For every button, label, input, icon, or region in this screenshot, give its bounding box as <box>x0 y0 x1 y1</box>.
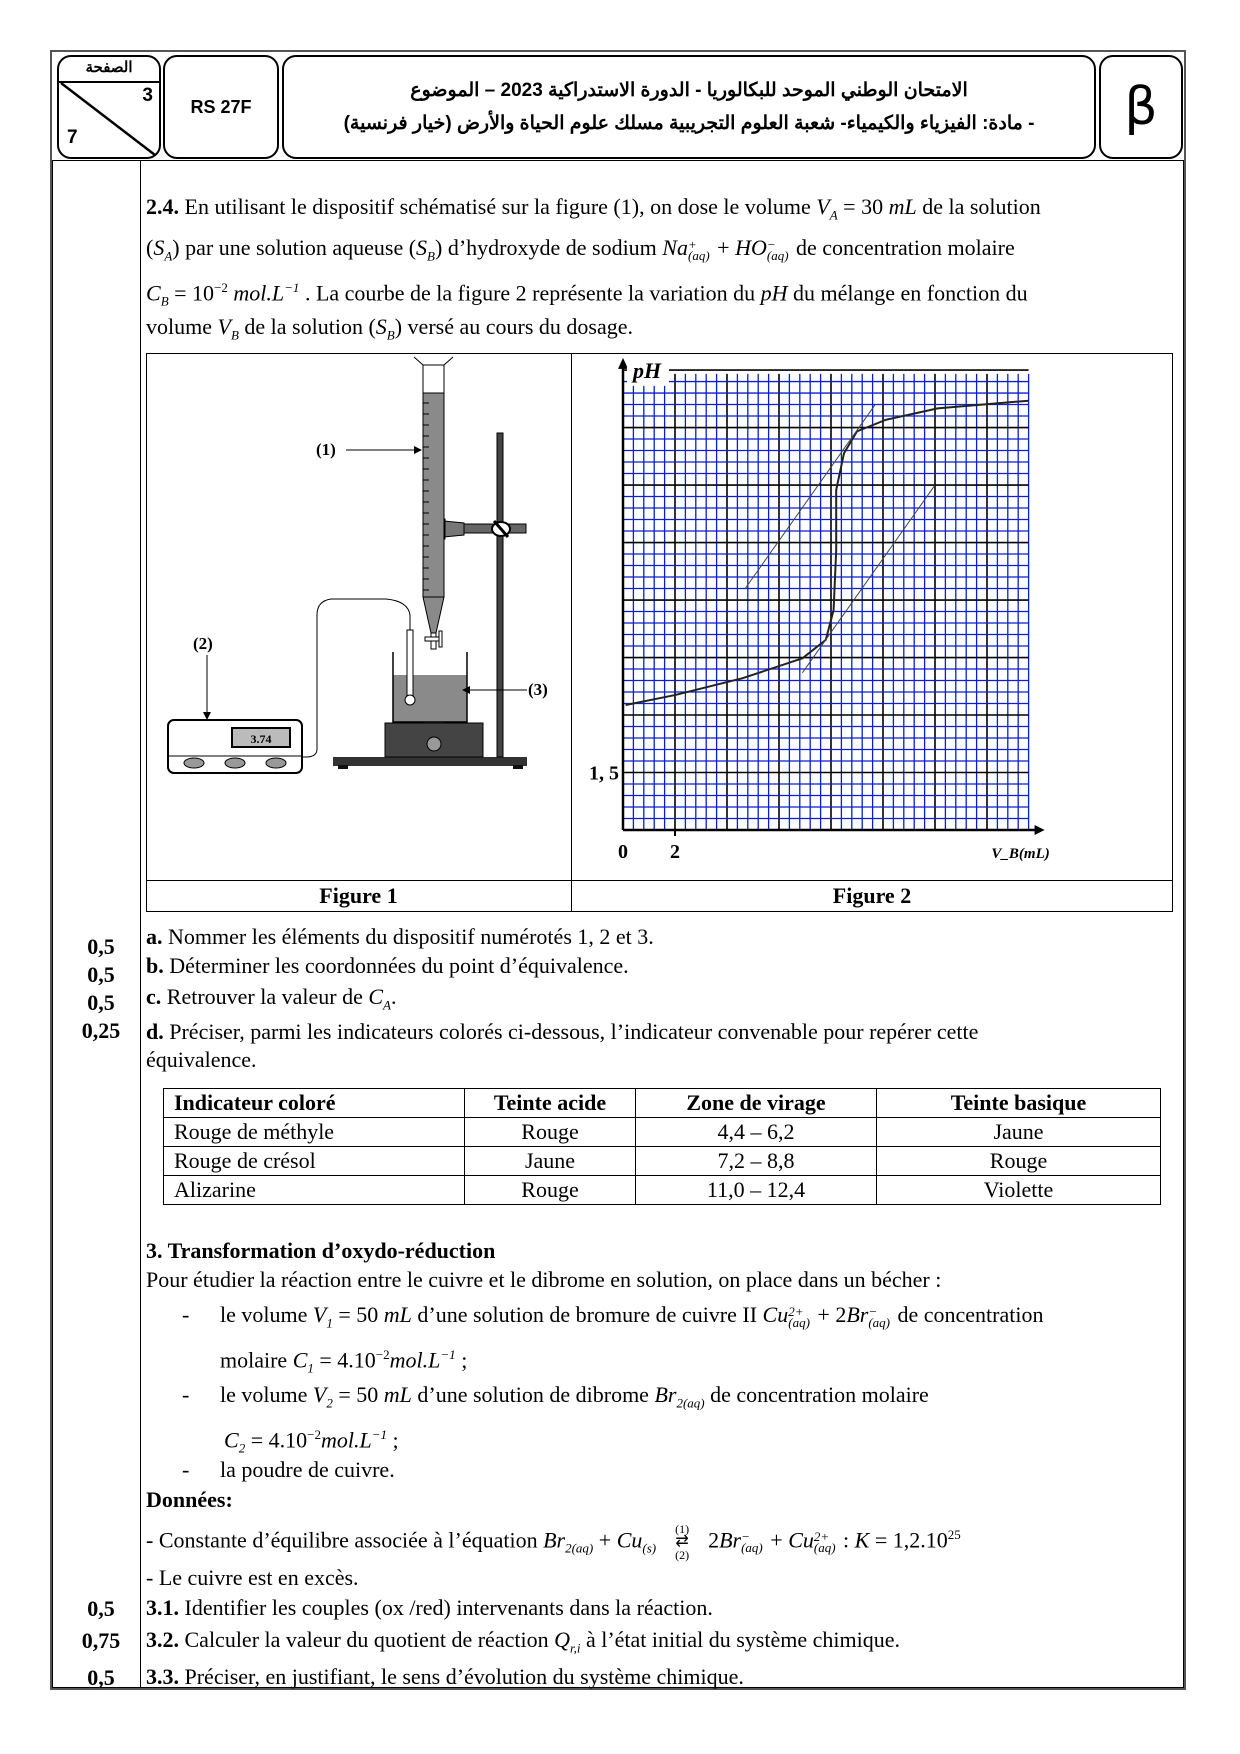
superscript: 25 <box>947 1527 961 1542</box>
text-segment: ) par une solution aqueuse ( <box>172 235 417 260</box>
cell: 4,4 – 6,2 <box>636 1118 877 1147</box>
superscript: −1 <box>371 1427 387 1442</box>
meter-display-value: 3.74 <box>250 732 272 746</box>
subscript: B <box>386 327 395 343</box>
math-symbol: V <box>312 1382 327 1407</box>
ph-meter <box>168 720 302 773</box>
text-segment: ; <box>455 1347 468 1373</box>
math-symbol: Br <box>654 1382 677 1407</box>
subscript: (aq) <box>741 1540 763 1556</box>
subscript: A <box>383 997 391 1013</box>
math-symbol: S <box>375 314 387 339</box>
text-segment: Déterminer les coordonnées du point d’équivalence. <box>163 953 629 978</box>
math-symbol: mol.L <box>233 280 285 306</box>
subscript: 2(aq) <box>565 1540 594 1556</box>
question-3-2 <box>146 1627 900 1661</box>
text-segment: de concentration molaire <box>790 235 1015 260</box>
math-symbol: mol.L <box>389 1347 441 1373</box>
arrow-label: (2) <box>675 1548 690 1563</box>
text-segment: Préciser, en justifiant, le sens d’évolution du système chimique. <box>179 1664 744 1689</box>
data-title: Données: <box>146 1487 233 1512</box>
section-2-4-line <box>146 235 1015 269</box>
math-symbol: C <box>292 1347 308 1373</box>
x-tick-label: 0 <box>618 841 628 863</box>
data-copper-excess <box>146 1565 359 1591</box>
subscript: 2 <box>326 1395 333 1411</box>
question-number: d. <box>146 1019 164 1044</box>
text-segment: molaire <box>220 1347 293 1373</box>
subscript: 1 <box>326 1315 333 1331</box>
math-symbol: V <box>816 194 830 219</box>
superscript: + <box>687 236 697 252</box>
question-number: a. <box>146 924 163 949</box>
text-segment: En utilisant le dispositif schématisé sur la figure (1), on dose le volume <box>179 194 817 219</box>
cell: 11,0 – 12,4 <box>636 1176 877 1205</box>
question-3-3 <box>146 1664 744 1690</box>
sup-sub <box>741 1529 763 1556</box>
text-segment: : <box>837 1527 855 1553</box>
math-symbol: mL <box>383 1302 412 1327</box>
page-number: 3 <box>142 85 153 106</box>
text-segment: 2 <box>708 1527 720 1553</box>
text-segment: = 10 <box>168 280 215 306</box>
score: 0,5 <box>87 934 115 959</box>
cell: Jaune <box>465 1147 636 1176</box>
text-segment: = 4.10 <box>245 1427 308 1453</box>
text-segment: le volume <box>220 1382 313 1407</box>
math-symbol: HO <box>735 235 767 260</box>
text-segment: Nommer les éléments du dispositif numérotés 1, 2 et 3. <box>162 924 654 949</box>
label-1: (1) <box>316 440 336 459</box>
sup-sub <box>687 236 710 263</box>
bullet-item-2-cont <box>224 1422 399 1462</box>
superscript: 2+ <box>788 1303 804 1319</box>
text-segment: de la solution ( <box>238 314 376 339</box>
math-symbol: C <box>146 280 161 306</box>
question-d-cont <box>146 1047 257 1073</box>
cell: Alizarine <box>164 1176 465 1205</box>
text-segment: le volume <box>220 1302 313 1327</box>
column-header: Teinte basique <box>877 1089 1161 1118</box>
math-symbol: pH <box>760 280 788 306</box>
section-2-4-line <box>146 194 1041 228</box>
titration-apparatus <box>146 353 570 879</box>
text-segment: de concentration <box>892 1302 1044 1327</box>
subscript: r,i <box>569 1640 581 1656</box>
score: 0,5 <box>87 1665 115 1690</box>
subscript: 2 <box>238 1440 246 1456</box>
cell: Rouge <box>465 1118 636 1147</box>
table-row <box>164 1176 1161 1205</box>
subscript: A <box>164 248 173 264</box>
text-segment: = 1,2.10 <box>869 1527 948 1553</box>
text-segment: équivalence. <box>146 1047 257 1072</box>
question-3-1 <box>146 1595 713 1621</box>
bullet: - <box>182 1382 190 1407</box>
subscript: B <box>160 293 169 309</box>
math-symbol: C <box>224 1427 239 1453</box>
math-symbol: Q <box>554 1627 570 1652</box>
math-symbol: mL <box>383 1382 412 1407</box>
math-symbol: Cu <box>788 1527 814 1553</box>
superscript: − <box>868 1303 878 1319</box>
subscript: B <box>427 248 435 264</box>
data-equilibrium <box>146 1522 961 1562</box>
text-segment: . <box>390 984 397 1009</box>
beaker <box>393 652 467 722</box>
subscript: (aq) <box>813 1540 836 1556</box>
text-segment: . La courbe de la figure 2 représente la variation du <box>299 280 761 306</box>
subscript: (s) <box>642 1540 657 1556</box>
math-symbol: Br <box>719 1527 742 1553</box>
page-label: الصفحة <box>59 57 159 83</box>
text-segment: + 2 <box>811 1302 847 1327</box>
text-segment: ) versé au cours du dosage. <box>394 314 633 339</box>
x-tick-label: 2 <box>670 841 680 863</box>
question-b <box>146 953 629 979</box>
score: 0,5 <box>87 990 115 1015</box>
bullet: - <box>182 1457 190 1482</box>
score: 0,75 <box>81 1628 121 1653</box>
exam-title-line2: - مادة: الفيزياء والكيمياء- شعبة العلوم التجريبية مسلك علوم الحياة والأرض (خيار فرنسية) <box>343 113 1035 134</box>
subscript: (aq) <box>868 1314 890 1330</box>
question-number: 3.1. <box>146 1595 179 1620</box>
math-symbol: V <box>312 1302 327 1327</box>
exam-title-line1: الامتحان الوطني الموحد للبكالوريا - الدورة الاستدراكية 2023 – الموضوع <box>410 80 968 101</box>
score: 0,5 <box>87 1596 115 1621</box>
text-segment: = 4.10 <box>313 1347 376 1373</box>
text-segment: Pour étudier la réaction entre le cuivre et le dibrome en solution, on place dans un bécher : <box>146 1267 942 1292</box>
section-3-intro <box>146 1267 941 1293</box>
text-segment: Calculer la valeur du quotient de réaction <box>179 1627 555 1652</box>
table-row <box>164 1118 1161 1147</box>
sup-sub <box>813 1529 836 1556</box>
indicator-table <box>163 1088 1161 1205</box>
superscript: −1 <box>284 280 300 295</box>
text-segment: + <box>764 1527 789 1553</box>
burette <box>414 357 453 649</box>
question-number: c. <box>146 984 162 1009</box>
variant-symbol: β <box>1124 77 1158 137</box>
question-number: 2.4. <box>146 194 179 219</box>
superscript: − <box>741 1529 750 1545</box>
section-2-4-line <box>146 314 633 348</box>
bullet-item-2 <box>220 1382 929 1416</box>
math-symbol: mL <box>888 194 917 219</box>
figure2-caption: Figure 2 <box>832 883 912 908</box>
text-segment: - Constante d’équilibre associée à l’équation <box>146 1527 544 1553</box>
cell: Violette <box>877 1176 1161 1205</box>
column-header: Indicateur coloré <box>164 1089 465 1118</box>
label-2: (2) <box>193 634 213 653</box>
question-c <box>146 984 396 1018</box>
bullet-item-3 <box>220 1457 395 1483</box>
exam-code-box <box>163 55 279 159</box>
text-segment: de concentration molaire <box>704 1382 929 1407</box>
question-d <box>146 1019 978 1045</box>
equilibrium-arrow-icon <box>656 1523 708 1561</box>
text-segment: du mélange en fonction du <box>787 280 1028 306</box>
score-column-divider <box>140 160 141 1688</box>
math-symbol: mol.L <box>320 1427 372 1453</box>
text-segment: Retrouver la valeur de <box>161 984 369 1009</box>
double-arrow-icon: ⇄ <box>675 1533 689 1551</box>
superscript: −1 <box>440 1347 456 1362</box>
exam-code: RS 27F <box>190 96 252 117</box>
text-segment: ; <box>386 1427 399 1453</box>
bullet: - <box>182 1302 190 1327</box>
subscript: (aq) <box>788 1314 810 1330</box>
section-3-title: 3. Transformation d’oxydo-réduction <box>146 1238 496 1263</box>
figure1-caption: Figure 1 <box>319 883 398 908</box>
x-axis-label: V_B(mL) <box>991 846 1050 862</box>
math-symbol: Na <box>662 235 688 260</box>
column-header: Teinte acide <box>465 1089 636 1118</box>
text-segment: à l’état initial du système chimique. <box>580 1627 900 1652</box>
column-header: Zone de virage <box>636 1089 877 1118</box>
y-axis-label: pH <box>633 357 662 383</box>
math-symbol: Br <box>846 1302 869 1327</box>
text-segment: - Le cuivre est en excès. <box>146 1565 359 1590</box>
arrow-label: (1) <box>675 1522 690 1537</box>
score: 0,5 <box>87 962 115 987</box>
text-segment: Préciser, parmi les indicateurs colorés ci-dessous, l’indicateur convenable pour repérer cette <box>163 1019 979 1044</box>
table-header-row <box>164 1089 1161 1118</box>
ph-titration-chart <box>572 354 1172 879</box>
subscript: (aq) <box>766 247 789 263</box>
label-3: (3) <box>528 680 548 699</box>
text-segment: volume <box>146 314 218 339</box>
question-number: b. <box>146 953 164 978</box>
superscript: −2 <box>307 1427 321 1442</box>
y-axis-arrow-icon <box>618 358 628 369</box>
math-symbol: S <box>153 235 165 260</box>
superscript: −2 <box>375 1347 390 1362</box>
cell: Rouge <box>465 1176 636 1205</box>
math-symbol: Cu <box>616 1527 643 1553</box>
math-symbol: S <box>416 235 428 260</box>
math-symbol: C <box>368 984 384 1009</box>
bullet-item-1-cont <box>220 1342 467 1382</box>
cell: Rouge <box>877 1147 1161 1176</box>
question-a <box>146 924 654 950</box>
subscript: 1 <box>307 1360 314 1376</box>
text-segment: ) d’hydroxyde de sodium <box>435 235 663 260</box>
subscript: A <box>829 207 838 223</box>
question-number: 3.3. <box>146 1664 179 1689</box>
sup-sub <box>788 1303 810 1330</box>
subscript: (aq) <box>687 247 710 263</box>
cell: Rouge de crésol <box>164 1147 465 1176</box>
text-segment: d’une solution de bromure de cuivre II <box>411 1302 763 1327</box>
page-number-box <box>57 55 161 159</box>
text-segment: la poudre de cuivre. <box>220 1457 395 1482</box>
text-segment: d’une solution de dibrome <box>411 1382 655 1407</box>
cell: Rouge de méthyle <box>164 1118 465 1147</box>
tangent-line <box>802 485 935 673</box>
exam-title-box <box>282 55 1096 159</box>
text-segment: + <box>711 235 736 260</box>
math-symbol: Br <box>543 1527 566 1553</box>
score: 0,25 <box>81 1018 121 1043</box>
magnetic-stirrer <box>385 717 483 757</box>
x-axis-arrow-icon <box>1035 825 1045 835</box>
superscript: −2 <box>214 280 228 295</box>
math-symbol: V <box>217 314 231 339</box>
bullet-item-1 <box>220 1302 1044 1336</box>
math-symbol: Cu <box>762 1302 789 1327</box>
text-segment: + <box>593 1527 617 1553</box>
superscript: − <box>766 236 776 252</box>
sup-sub <box>766 236 789 263</box>
question-number: 3.2. <box>146 1627 179 1652</box>
text-segment: = 50 <box>332 1382 384 1407</box>
section-2-4-line <box>146 275 1028 315</box>
cell: 7,2 – 8,8 <box>636 1147 877 1176</box>
variant-box <box>1099 55 1183 159</box>
y-tick-label: 1, 5 <box>589 762 619 785</box>
text-segment: = 50 <box>332 1302 384 1327</box>
superscript: 2+ <box>813 1529 830 1545</box>
cell: Jaune <box>877 1118 1161 1147</box>
text-segment: ( <box>146 235 154 260</box>
page-total: 7 <box>67 127 78 148</box>
subscript: B <box>230 327 239 343</box>
sup-sub <box>868 1303 890 1330</box>
text-segment: de la solution <box>916 194 1041 219</box>
text-segment: = 30 <box>837 194 889 219</box>
math-symbol: K <box>854 1527 870 1553</box>
subscript: 2(aq) <box>676 1395 705 1411</box>
text-segment: Identifier les couples (ox /red) intervenants dans la réaction. <box>179 1595 713 1620</box>
table-row <box>164 1147 1161 1176</box>
